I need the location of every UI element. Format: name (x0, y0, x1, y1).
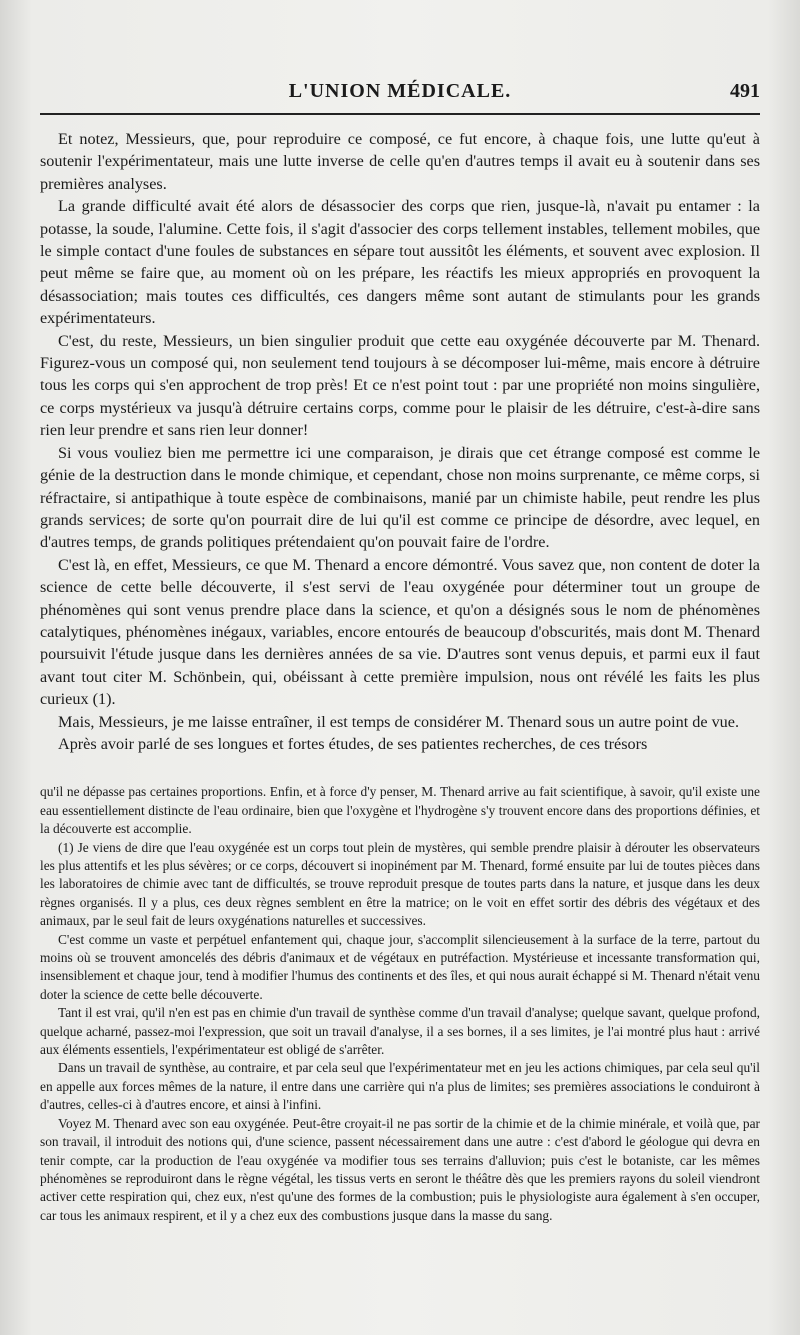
footnote-paragraph: Voyez M. Thenard avec son eau oxygénée. Peut-être croyait-il ne pas sortir de la chimie et de la chimie minérale, et voilà que, par son travail, il introduit des notions qui, d'une science, passent nécessairement dans une autre : c'est d'abord le géologue qui devra en tenir compte, car la production de l'eau oxygénée va modifier tous ses terrains d'alluvion; puis c'est le botaniste, car les mêmes phénomènes se reproduiront dans le règne végétal, les tissus verts en seront le théâtre dès que les premiers rayons du soleil viendront activer cette respiration qui, chez eux, n'est qu'une des formes de la combustion; puis le physiologiste aura également à s'en occuper, car tous les animaux respirent, et il y a chez eux des combustions jusque dans la masse du sang. (40, 1115, 760, 1223)
footnote-block (40, 783, 760, 1225)
paragraph: Si vous vouliez bien me permettre ici une comparaison, je dirais que cet étrange composé est comme le génie de la destruction dans le monde chimique, et cependant, chose non moins surprenante, ce même corps, si réfractaire, si antipathique à toute espèce de combinaisons, manié par un chimiste habile, peut rendre les plus grands services; de sorte qu'on pourrait dire de lui qu'il est comme ce principe de désordre, avec lequel, en d'autres temps, de grands politiques prétendaient qu'on pouvait faire de l'ordre. (40, 443, 760, 552)
paragraph: C'est là, en effet, Messieurs, ce que M. Thenard a encore démontré. Vous savez que, non content de doter la science de cette belle découverte, il s'est servi de l'eau oxygénée pour déterminer tout un groupe de phénomènes qui sont venus prendre place dans la science, et qu'on a désignés sous le nom de phénomènes catalytiques, phénomènes inégaux, variables, encore entourés de beaucoup d'obscurités, mais dont M. Thenard poursuivit l'étude jusque dans les dernières années de sa vie. D'autres sont venus depuis, et parmi eux il faut avant tout citer M. Schönbein, qui, obéissant à cette première impulsion, nous ont révélé les faits les plus curieux (1). (40, 555, 760, 709)
paragraph: Et notez, Messieurs, que, pour reproduire ce composé, ce fut encore, à chaque fois, une lutte qu'eut à soutenir l'expérimentateur, mais une lutte inverse de celle qu'en d'autres temps il avait eu à soutenir dans ses premières analyses. (40, 130, 760, 193)
paragraph: Mais, Messieurs, je me laisse entraîner, il est temps de considérer M. Thenard sous un autre point de vue. (58, 712, 740, 731)
footnote-paragraph: qu'il ne dépasse pas certaines proportions. Enfin, et à force d'y penser, M. Thenard arrive au fait scientifique, à savoir, qu'il existe une eau essentiellement distincte de l'eau ordinaire, bien que l'oxygène et l'hydrogène s'y trouvent encore dans des proportions définies, et la découverte est accomplie. (40, 784, 760, 837)
footnote-paragraph: C'est comme un vaste et perpétuel enfantement qui, chaque jour, s'accomplit silencieusement à la surface de la terre, partout du moins où se trouvent amoncelés des débris d'animaux et de végétaux en putréfaction. Mystérieuse et incessante transformation qui, insensiblement et chaque jour, tend à modifier l'humus des continents et des îles, et qui nous aurait échappé si M. Thenard n'était venu doter la science de cette belle découverte. (40, 931, 760, 1002)
running-title: L'UNION MÉDICALE. (288, 80, 512, 102)
footnote-paragraph: Tant il est vrai, qu'il n'en est pas en chimie d'un travail de synthèse comme d'un travail d'analyse; quelque savant, quelque profond, quelque acharné, passez-moi l'expression, que soit un travail d'analyse, il a ses bornes, il a ses limites, je l'ai montré plus haut : arrivé aux éléments essentiels, l'expérimentateur est obligé de s'arrêter. (40, 1005, 760, 1058)
footnote-paragraph: Dans un travail de synthèse, au contraire, et par cela seul que l'expérimentateur met en jeu les actions chimiques, par cela seul qu'il en appelle aux forces mêmes de la nature, il entre dans une carrière qui n'a plus de limites; ses premières associations le conduiront à d'autres, celles-ci à d'autres encore, et ainsi à l'infini. (40, 1060, 760, 1113)
footnote-paragraph: (1) Je viens de dire que l'eau oxygénée est un corps tout plein de mystères, qui semble prendre plaisir à dérouter les observateurs les plus attentifs et les plus sévères; or ce corps, découvert si inopinément par M. Thenard, formé ensuite par lui de toutes pièces dans les laboratoires de chimie avec tant de difficultés, se trouve reproduit presque de toutes parts dans la nature, et jusque dans les deux règnes organisés. Il y a plus, ces deux règnes semblent en être la matrice; on le voit en effet sortir des débris des végétaux et des animaux, par le seul fait de leurs oxygénations naturelles et successives. (40, 839, 760, 929)
header-rule (40, 113, 760, 115)
paragraph: C'est, du reste, Messieurs, un bien singulier produit que cette eau oxygénée découverte par M. Thenard. Figurez-vous un composé qui, non seulement tend toujours à se décomposer lui-même, mais encore à détruire tous les corps qui s'en approchent de trop près! Et ce n'est point tout : par une propriété non moins singulière, ce corps mystérieux va jusqu'à détruire certains corps, comme pour le plaisir de les détruire, c'est-à-dire sans rien leur prendre et sans rien leur donner! (40, 331, 760, 440)
page-number: 491 (730, 80, 760, 102)
paragraph: Après avoir parlé de ses longues et fortes études, de ses patientes recherches, de ces trésors (58, 734, 648, 753)
section-gap (40, 755, 760, 783)
page-header (40, 76, 760, 108)
main-text (40, 128, 760, 1225)
paragraph: La grande difficulté avait été alors de désassocier des corps que rien, jusque-là, n'avait pu entamer : la potasse, la soude, l'alumine. Cette fois, il s'agit d'associer des corps tellement instables, tellement mobiles, que le simple contact d'une foules de substances en sépare tout aussitôt les éléments, et souvent avec explosion. Il peut même se faire que, au moment où on les prépare, les réactifs les mieux appropriés en provoquent la désassociation; mais toutes ces difficultés, ces dangers même sont autant de stimulants pour les grands expérimentateurs. (40, 197, 760, 328)
